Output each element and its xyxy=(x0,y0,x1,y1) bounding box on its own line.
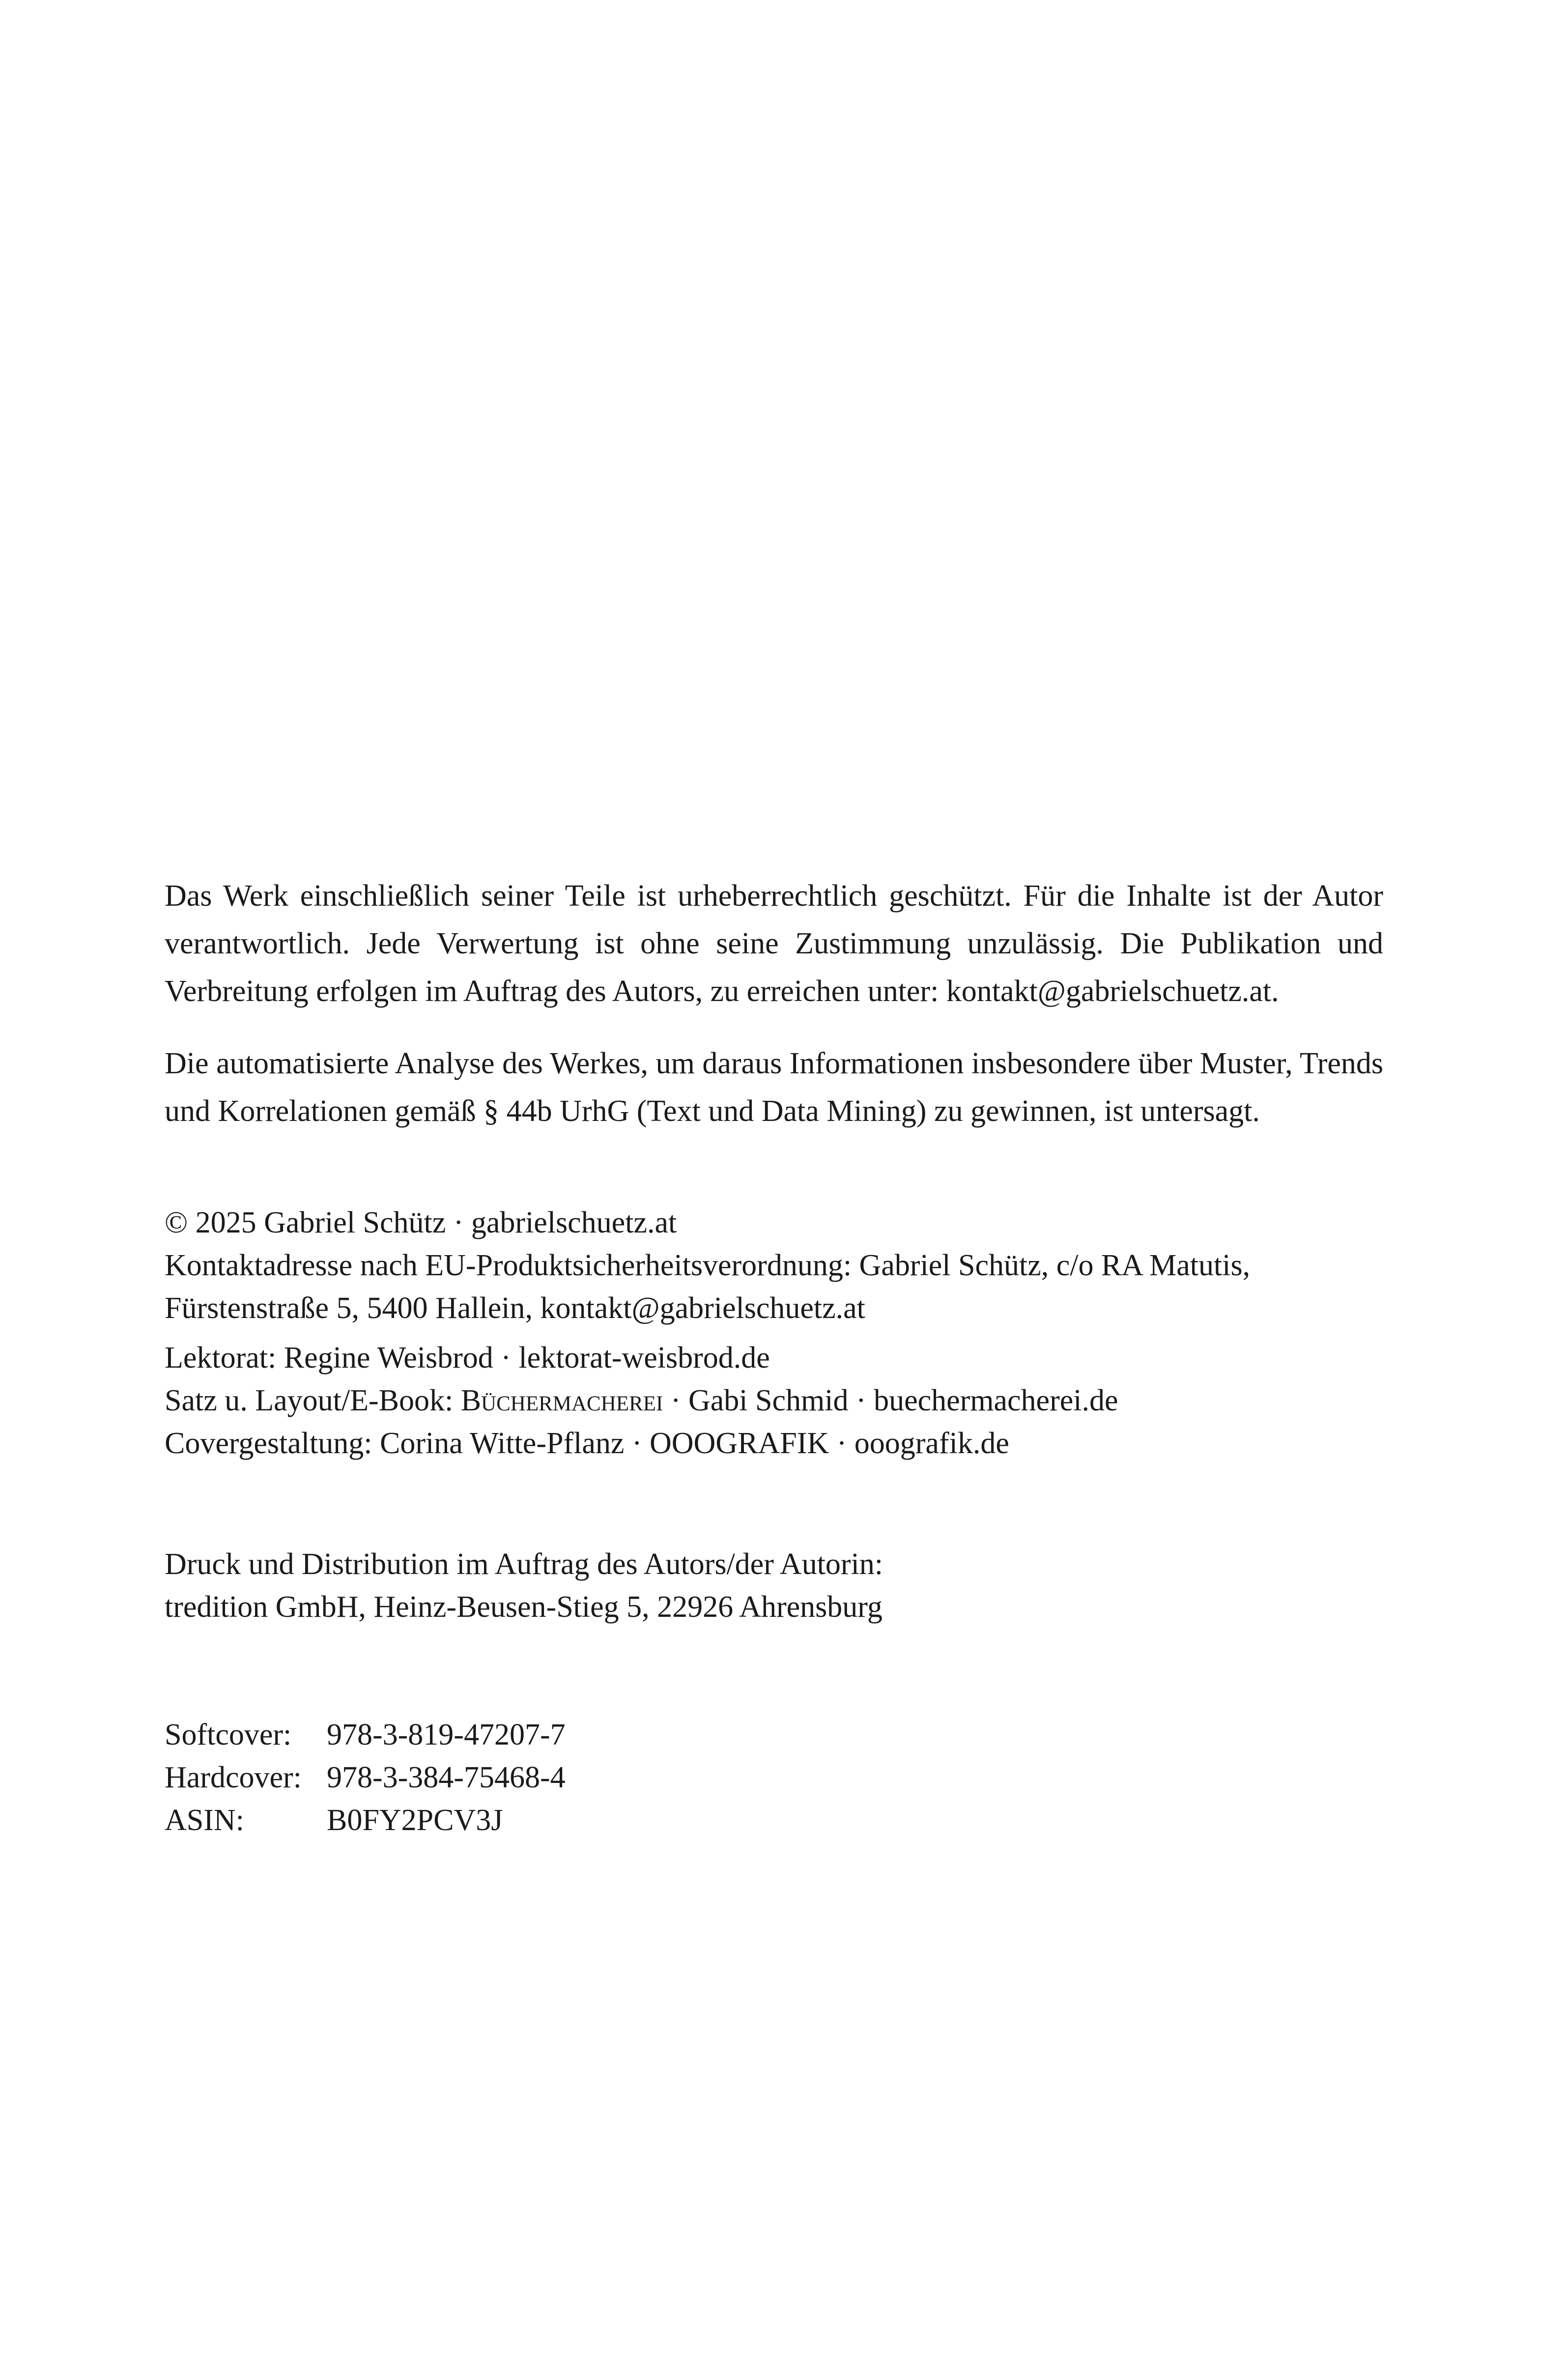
copyright-notice: Das Werk einschließlich seiner Teile ist urheberrechtlich geschützt. Für die Inhalte ist der Autor verantwortlich. Jede Verwertung ist ohne seine Zustimmung unzulässig. Die Publikation und Verbreitung erfolgen im Auftrag des Autors, zu erreichen unter: kontakt@gabrielschuetz.at. xyxy=(165,879,1383,1008)
distribution-line-1: Druck und Distribution im Auftrag des Autors/der Autorin: xyxy=(165,1548,883,1581)
identifier-value: B0FY2PCV3J xyxy=(327,1804,503,1837)
distribution-block xyxy=(165,1543,1383,1629)
copyright-line: © 2025 Gabriel Schütz · gabrielschuetz.at xyxy=(165,1206,677,1239)
tdm-notice: Die automatisierte Analyse des Werkes, um daraus Informationen insbesondere über Muster, Trends und Korrelationen gemäß § 44b UrhG (Text und Data Mining) zu gewinnen, ist untersagt. xyxy=(165,1047,1383,1128)
identifier-row xyxy=(165,1714,1383,1756)
satz-suffix: · Gabi Schmid · buechermacherei.de xyxy=(663,1384,1118,1417)
identifier-value: 978-3-384-75468-4 xyxy=(327,1761,566,1794)
identifier-label: ASIN: xyxy=(165,1804,244,1837)
contact-line-1: Kontaktadresse nach EU-Produktsicherheitsverordnung: Gabriel Schütz, c/o RA Matutis, xyxy=(165,1249,1251,1282)
distribution-line-2: tredition GmbH, Heinz-Beusen-Stieg 5, 22926 Ahrensburg xyxy=(165,1590,883,1624)
legal-notices xyxy=(165,872,1383,1135)
lektorat-line: Lektorat: Regine Weisbrod · lektorat-weisbrod.de xyxy=(165,1341,770,1375)
credits-block xyxy=(165,1202,1383,1465)
satz-brand: Büchermacherei xyxy=(460,1384,663,1417)
cover-line: Covergestaltung: Corina Witte-Pflanz · OOOGRAFIK · ooografik.de xyxy=(165,1427,1009,1460)
identifiers-block xyxy=(165,1714,1383,1842)
identifier-value: 978-3-819-47207-7 xyxy=(327,1718,566,1751)
identifier-label: Hardcover: xyxy=(165,1761,302,1794)
identifier-row xyxy=(165,1799,1383,1842)
identifier-label: Softcover: xyxy=(165,1718,292,1751)
identifier-row xyxy=(165,1756,1383,1799)
satz-prefix: Satz u. Layout/E-Book: xyxy=(165,1384,461,1417)
satz-line xyxy=(165,1379,1383,1422)
contact-line-2: Fürstenstraße 5, 5400 Hallein, kontakt@gabrielschuetz.at xyxy=(165,1291,865,1325)
